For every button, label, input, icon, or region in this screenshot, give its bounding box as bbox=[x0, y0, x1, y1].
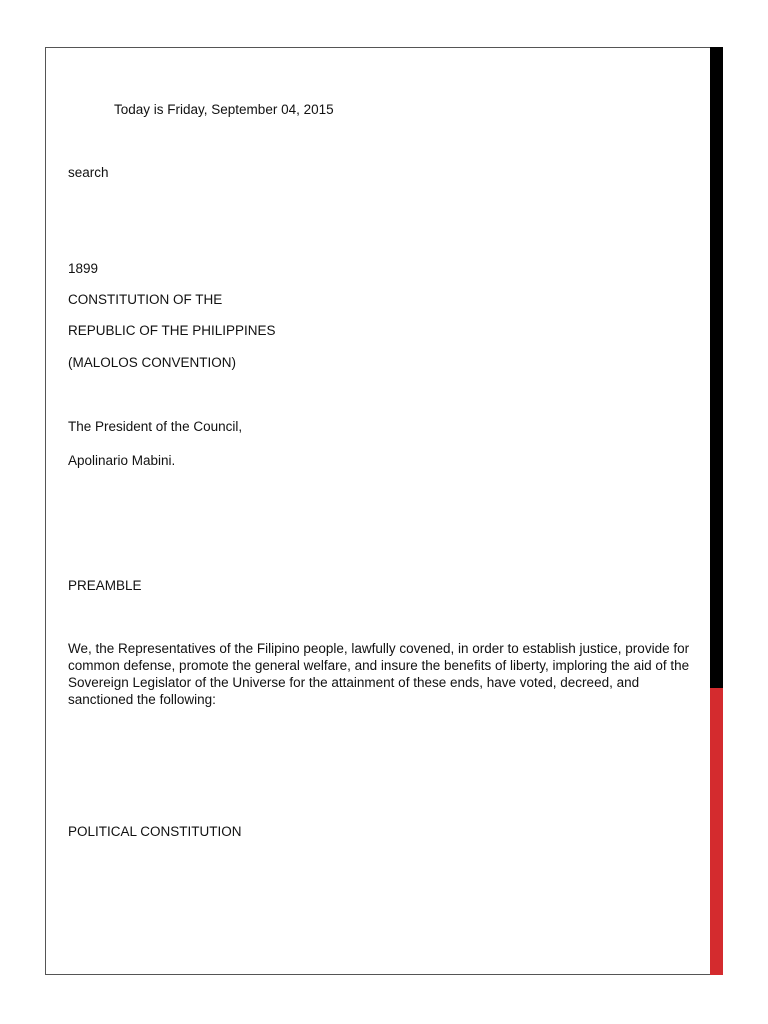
political-constitution-heading: POLITICAL CONSTITUTION bbox=[68, 824, 242, 839]
preamble-heading: PREAMBLE bbox=[68, 578, 142, 593]
document-year: 1899 bbox=[68, 261, 99, 276]
search-link[interactable]: search bbox=[68, 165, 109, 180]
document-title-line-1: CONSTITUTION OF THE bbox=[68, 292, 223, 307]
date-line: Today is Friday, September 04, 2015 bbox=[114, 102, 334, 117]
signatory-name: Apolinario Mabini. bbox=[68, 453, 176, 468]
document-title-line-2: REPUBLIC OF THE PHILIPPINES bbox=[68, 323, 276, 338]
signatory-title: The President of the Council, bbox=[68, 419, 243, 434]
scroll-indicator-dark-segment bbox=[710, 47, 723, 688]
document-title-line-3: (MALOLOS CONVENTION) bbox=[68, 355, 237, 370]
scroll-indicator-accent-segment bbox=[710, 688, 723, 975]
preamble-text: We, the Representatives of the Filipino people, lawfully covened, in order to establish justice, provide for common defense, promote the general welfare, and insure the benefits of liberty, imploring the aid of the Sovereign Legislator of the Universe for the attainment of these ends, have voted, decreed, and sanctioned the following: bbox=[68, 641, 690, 707]
scroll-indicator-bar bbox=[710, 47, 723, 975]
